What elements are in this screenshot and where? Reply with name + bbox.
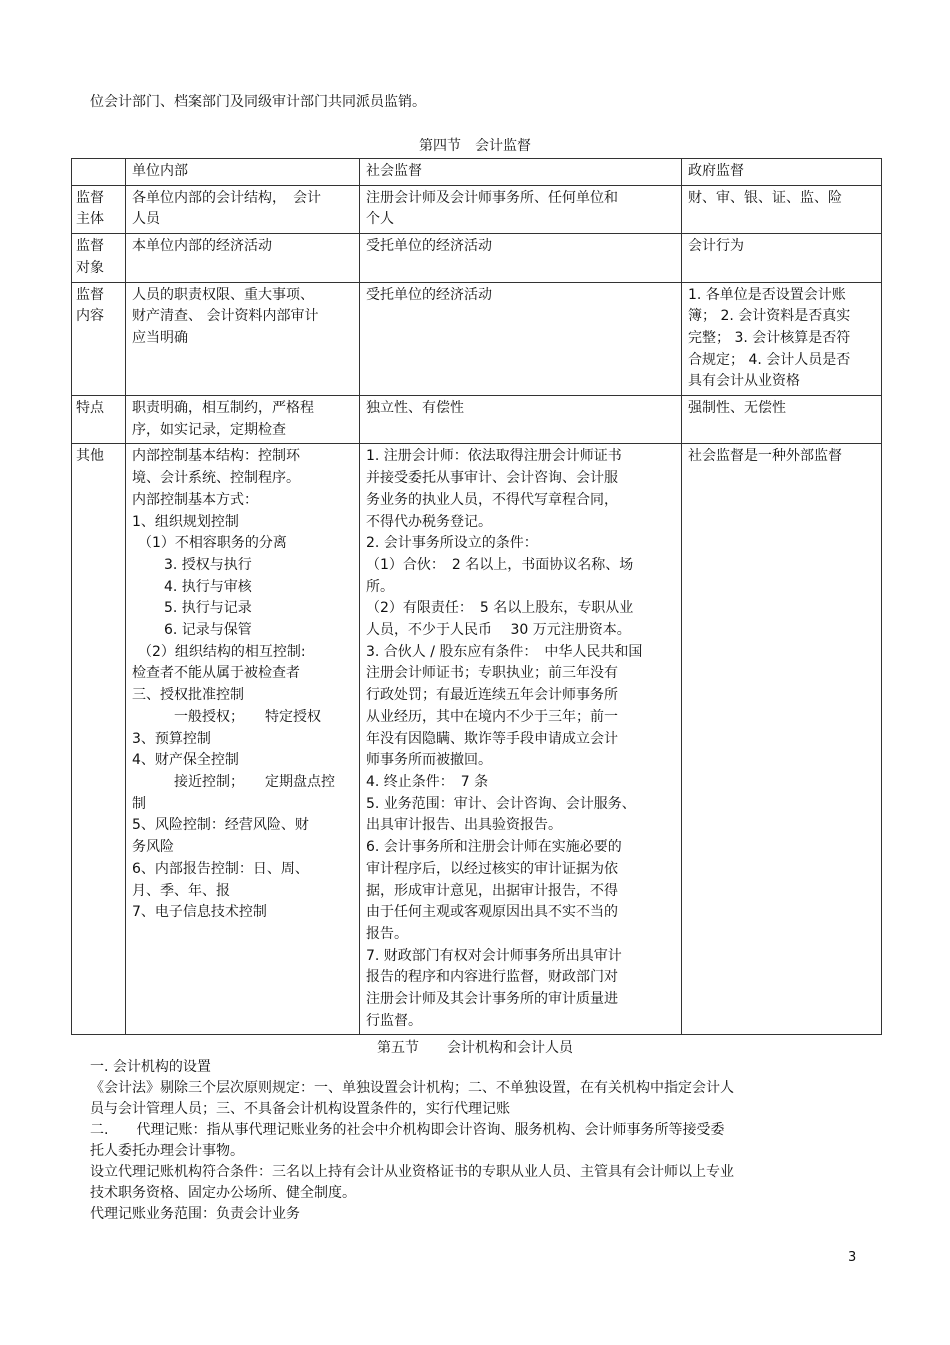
cell-text-line: （2）组织结构的相互控制: bbox=[138, 643, 306, 660]
table-header-cell: 单位内部 bbox=[126, 159, 360, 186]
cell-text-line: （1）不相容职务的分离 bbox=[138, 535, 287, 552]
row-header-cell bbox=[72, 234, 126, 282]
cell-text-line: 5、风险控制：经营风险、财 bbox=[132, 817, 309, 834]
cell-text-line: 对象 bbox=[76, 259, 104, 276]
cell-text-line: 3. 合伙人 / 股东应有条件： 中华人民共和国 bbox=[366, 643, 643, 660]
table-cell-social bbox=[360, 185, 682, 233]
table-header-row bbox=[72, 159, 882, 186]
cell-text-line: 独立性、有偿性 bbox=[366, 400, 464, 417]
cell-text-line: 报告。 bbox=[366, 925, 408, 942]
cell-text-line: 4、财产保全控制 bbox=[132, 752, 239, 769]
cell-text-line: 所。 bbox=[366, 578, 394, 595]
cell-text-line: 师事务所而被撤回。 bbox=[366, 752, 492, 769]
cell-text-line: 1. 各单位是否设置会计账 bbox=[688, 286, 846, 303]
row-header-cell bbox=[72, 282, 126, 396]
table-cell-gov bbox=[682, 444, 882, 1035]
table-cell-social bbox=[360, 396, 682, 444]
cell-text-line: 并接受委托从事审计、会计咨询、会计服 bbox=[366, 470, 618, 487]
section5-body bbox=[90, 1057, 734, 1225]
cell-text-line: 出具审计报告、出具验资报告。 bbox=[366, 817, 562, 834]
cell-text-line: 内容 bbox=[76, 308, 104, 325]
cell-text-line: 完整； 3. 会计核算是否符 bbox=[688, 329, 851, 346]
section4-title: 第四节 会计监督 bbox=[419, 138, 531, 154]
cell-text-line: 月、季、年、报 bbox=[132, 882, 230, 899]
cell-text-line: 4. 终止条件： 7 条 bbox=[366, 773, 489, 790]
cell-text-line: 务风险 bbox=[132, 839, 174, 856]
cell-text-line: 境、会计系统、控制程序。 bbox=[132, 470, 300, 487]
cell-text-line: 监督 bbox=[76, 189, 104, 206]
cell-text-line: 本单位内部的经济活动 bbox=[132, 238, 272, 255]
table-row bbox=[72, 282, 882, 396]
table-row bbox=[72, 396, 882, 444]
cell-text-line: 序，如实记录，定期检查 bbox=[132, 421, 286, 438]
table-header-cell: 社会监督 bbox=[360, 159, 682, 186]
cell-text-line: 检查者不能从属于被检查者 bbox=[132, 665, 300, 682]
cell-text-line: 报告的程序和内容进行监督，财政部门对 bbox=[366, 969, 618, 986]
cell-text-line: 三、授权批准控制 bbox=[132, 687, 244, 704]
cell-text-line: 行政处罚；有最近连续五年会计师事务所 bbox=[366, 687, 618, 704]
cell-text-line: 注册会计师及其会计事务所的审计质量进 bbox=[366, 991, 618, 1008]
cell-text-line: 具有会计从业资格 bbox=[688, 373, 800, 390]
cell-text-line: 个人 bbox=[366, 211, 394, 228]
supervision-table bbox=[71, 158, 882, 1035]
paragraph-line: 《会计法》剔除三个层次原则规定：一、单独设置会计机构；二、不单独设置，在有关机构中指定会计人 bbox=[90, 1080, 734, 1096]
section5-title: 第五节 会计机构和会计人员 bbox=[377, 1040, 573, 1056]
cell-text-line: 财产清查、 会计资料内部审计 bbox=[132, 308, 319, 325]
table-header-cell bbox=[72, 159, 126, 186]
cell-text-line: 特点 bbox=[76, 400, 104, 417]
row-header-cell bbox=[72, 396, 126, 444]
table-header-cell: 政府监督 bbox=[682, 159, 882, 186]
cell-text-line: 人员 bbox=[132, 211, 160, 228]
cell-text-line: 注册会计师及会计师事务所、任何单位和 bbox=[366, 189, 618, 206]
cell-text-line: 不得代办税务登记。 bbox=[366, 513, 492, 530]
cell-text-line: 3、预算控制 bbox=[132, 730, 211, 747]
cell-text-line: 职责明确，相互制约，严格程 bbox=[132, 400, 314, 417]
table-cell-gov bbox=[682, 234, 882, 282]
cell-text-line: 接近控制； 定期盘点控 bbox=[174, 773, 335, 790]
cell-text-line: 注册会计师证书；专职执业；前三年没有 bbox=[366, 665, 618, 682]
row-header-cell bbox=[72, 185, 126, 233]
cell-text-line: 监督 bbox=[76, 238, 104, 255]
cell-text-line: 从业经历，其中在境内不少于三年；前一 bbox=[366, 708, 618, 725]
cell-text-line: 内部控制基本方式： bbox=[132, 491, 258, 508]
continuation-text: 位会计部门、档案部门及同级审计部门共同派员监销。 bbox=[90, 94, 426, 110]
cell-text-line: 7. 财政部门有权对会计师事务所出具审计 bbox=[366, 947, 622, 964]
table-row bbox=[72, 444, 882, 1035]
cell-text-line: （1）合伙： 2 名以上，书面协议名称、场 bbox=[366, 556, 634, 573]
cell-text-line: 6、内部报告控制：日、周、 bbox=[132, 860, 309, 877]
cell-text-line: 会计行为 bbox=[688, 238, 744, 255]
table-cell-internal bbox=[126, 282, 360, 396]
cell-text-line: 一般授权； 特定授权 bbox=[174, 708, 321, 725]
table-cell-gov bbox=[682, 282, 882, 396]
cell-text-line: 合规定； 4. 会计人员是否 bbox=[688, 351, 851, 368]
table-cell-gov bbox=[682, 396, 882, 444]
table-cell-social bbox=[360, 282, 682, 396]
cell-text-line: 5. 业务范围：审计、会计咨询、会计服务、 bbox=[366, 795, 636, 812]
paragraph-line: 技术职务资格、固定办公场所、健全制度。 bbox=[90, 1185, 356, 1201]
cell-text-line: 据，形成审计意见，出据审计报告，不得 bbox=[366, 882, 618, 899]
cell-text-line: 内部控制基本结构：控制环 bbox=[132, 448, 300, 465]
cell-text-line: 制 bbox=[132, 795, 146, 812]
paragraph-line: 设立代理记账机构符合条件：三名以上持有会计从业资格证书的专职从业人员、主管具有会计师以上专业 bbox=[90, 1164, 734, 1180]
cell-text-line: 社会监督是一种外部监督 bbox=[688, 448, 842, 465]
cell-text-line: 受托单位的经济活动 bbox=[366, 286, 492, 303]
table-cell-internal bbox=[126, 234, 360, 282]
cell-text-line: （2）有限责任： 5 名以上股东，专职从业 bbox=[366, 600, 634, 617]
table-row bbox=[72, 185, 882, 233]
paragraph-line: 代理记账业务范围：负责会计业务 bbox=[90, 1206, 300, 1222]
page-number: 3 bbox=[848, 1250, 857, 1265]
table-row bbox=[72, 234, 882, 282]
cell-text-line: 强制性、无偿性 bbox=[688, 400, 786, 417]
cell-text-line: 4. 执行与审核 bbox=[164, 578, 252, 595]
cell-text-line: 7、电子信息技术控制 bbox=[132, 904, 267, 921]
cell-text-line: 主体 bbox=[76, 211, 104, 228]
table-cell-internal bbox=[126, 185, 360, 233]
row-header-cell bbox=[72, 444, 126, 1035]
cell-text-line: 人员的职责权限、重大事项、 bbox=[132, 286, 314, 303]
cell-text-line: 簿； 2. 会计资料是否真实 bbox=[688, 308, 851, 325]
cell-text-line: 其他 bbox=[76, 448, 104, 465]
cell-text-line: 监督 bbox=[76, 286, 104, 303]
cell-text-line: 1、组织规划控制 bbox=[132, 513, 239, 530]
paragraph-line: 一. 会计机构的设置 bbox=[90, 1059, 211, 1075]
cell-text-line: 受托单位的经济活动 bbox=[366, 238, 492, 255]
cell-text-line: 3. 授权与执行 bbox=[164, 556, 252, 573]
cell-text-line: 6. 记录与保管 bbox=[164, 622, 252, 639]
cell-text-line: 财、审、银、证、监、险 bbox=[688, 189, 842, 206]
cell-text-line: 由于任何主观或客观原因出具不实不当的 bbox=[366, 904, 618, 921]
cell-text-line: 人员，不少于人民币 30 万元注册资本。 bbox=[366, 622, 631, 639]
cell-text-line: 行监督。 bbox=[366, 1012, 422, 1029]
cell-text-line: 年没有因隐瞒、欺诈等手段申请成立会计 bbox=[366, 730, 618, 747]
paragraph-line: 二. 代理记账：指从事代理记账业务的社会中介机构即会计咨询、服务机构、会计师事务所等接受委 bbox=[90, 1122, 725, 1138]
table-cell-internal bbox=[126, 396, 360, 444]
table-cell-internal bbox=[126, 444, 360, 1035]
cell-text-line: 审计程序后，以经过核实的审计证据为依 bbox=[366, 860, 618, 877]
cell-text-line: 5. 执行与记录 bbox=[164, 600, 252, 617]
cell-text-line: 1. 注册会计师：依法取得注册会计师证书 bbox=[366, 448, 622, 465]
cell-text-line: 应当明确 bbox=[132, 329, 188, 346]
cell-text-line: 务业务的执业人员，不得代写章程合同， bbox=[366, 491, 618, 508]
paragraph-line: 员与会计管理人员；三、不具备会计机构设置条件的，实行代理记账 bbox=[90, 1101, 510, 1117]
table-cell-social bbox=[360, 444, 682, 1035]
cell-text-line: 各单位内部的会计结构， 会计 bbox=[132, 189, 321, 206]
table-cell-gov bbox=[682, 185, 882, 233]
table-cell-social bbox=[360, 234, 682, 282]
cell-text-line: 2. 会计事务所设立的条件： bbox=[366, 535, 538, 552]
paragraph-line: 托人委托办理会计事物。 bbox=[90, 1143, 244, 1159]
cell-text-line: 6. 会计事务所和注册会计师在实施必要的 bbox=[366, 839, 622, 856]
